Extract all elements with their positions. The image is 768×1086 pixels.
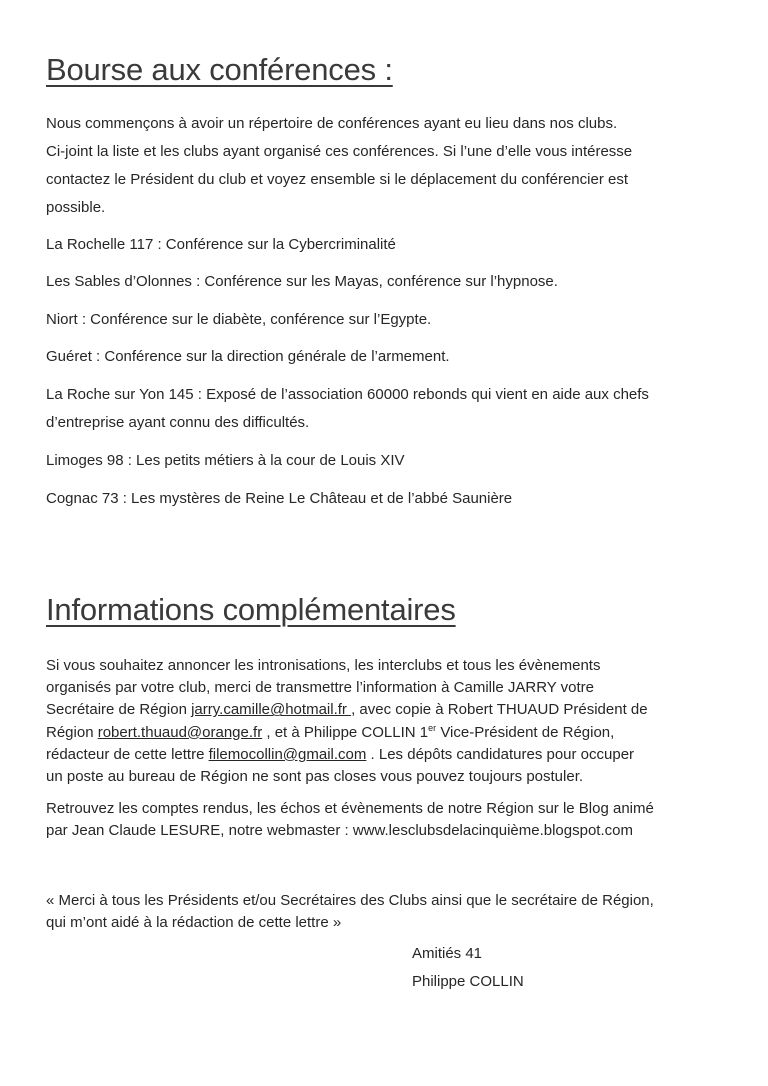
intro-line: Ci-joint la liste et les clubs ayant organisé ces conférences. Si l’une d’elle vous intéresse — [46, 143, 633, 160]
quote-line: qui m’ont aidé à la rédaction de cette lettre » — [46, 914, 342, 932]
blog-paragraph — [46, 798, 736, 842]
section-title-infos: Informations complémentaires — [46, 592, 456, 627]
conference-entry: Cognac 73 : Les mystères de Reine Le Château et de l’abbé Saunière — [46, 490, 513, 507]
conference-entry: Les Sables d’Olonnes : Conférence sur les Mayas, conférence sur l’hypnose. — [46, 273, 558, 290]
infos-line — [46, 744, 736, 766]
signature-name: Philippe COLLIN — [412, 973, 524, 990]
conference-entry-multiline — [46, 381, 736, 437]
bourse-intro-paragraph — [46, 110, 736, 222]
ordinal-superscript: er — [428, 722, 437, 733]
conference-entry: Limoges 98 : Les petits métiers à la cour de Louis XIV — [46, 452, 405, 469]
infos-text: , avec copie à Robert THUAUD Président de — [351, 701, 648, 719]
signature-closing: Amitiés 41 — [412, 945, 483, 962]
conference-entry: La Rochelle 117 : Conférence sur la Cybercriminalité — [46, 236, 396, 253]
conference-entry: Guéret : Conférence sur la direction générale de l’armement. — [46, 348, 450, 365]
thanks-quote — [46, 890, 736, 934]
entry-line: La Roche sur Yon 145 : Exposé de l’association 60000 rebonds qui vient en aide aux chefs — [46, 386, 649, 403]
infos-line — [46, 722, 736, 744]
quote-line: « Merci à tous les Présidents et/ou Secrétaires des Clubs ainsi que le secrétaire de Région, — [46, 892, 654, 909]
conference-entry: Niort : Conférence sur le diabète, conférence sur l’Egypte. — [46, 311, 432, 328]
infos-text: Vice-Président de Région, — [436, 723, 615, 741]
intro-line: possible. — [46, 199, 106, 216]
infos-text: Secrétaire de Région — [46, 701, 192, 719]
intro-line: contactez le Président du club et voyez ensemble si le déplacement du conférencier est — [46, 171, 628, 188]
entry-line: d’entreprise ayant connu des difficultés. — [46, 414, 310, 431]
infos-line: Si vous souhaitez annoncer les intronisations, les interclubs et tous les évènements — [46, 657, 601, 674]
infos-text: . Les dépôts candidatures pour occuper — [366, 745, 635, 763]
blog-line: Retrouvez les comptes rendus, les échos et évènements de notre Région sur le Blog animé — [46, 800, 654, 817]
email-link-thuaud[interactable]: robert.thuaud@orange.fr — [97, 723, 263, 741]
intro-line: Nous commençons à avoir un répertoire de conférences ayant eu lieu dans nos clubs. — [46, 115, 618, 132]
email-link-collin[interactable]: filemocollin@gmail.com — [208, 745, 367, 763]
infos-text: Région — [46, 723, 98, 741]
blog-line: par Jean Claude LESURE, notre webmaster : www.lesclubsdelacinquième.blogspot.com — [46, 822, 633, 840]
section-title-bourse: Bourse aux conférences : — [46, 52, 393, 87]
infos-text: rédacteur de cette lettre — [46, 745, 209, 763]
infos-line — [46, 699, 736, 721]
infos-line: un poste au bureau de Région ne sont pas closes vous pouvez toujours postuler. — [46, 768, 584, 786]
infos-text: , et à Philippe COLLIN 1 — [262, 723, 429, 741]
email-link-jarry[interactable]: jarry.camille@hotmail.fr — [191, 701, 352, 719]
infos-line: organisés par votre club, merci de transmettre l’information à Camille JARRY votre — [46, 679, 594, 697]
infos-paragraph — [46, 655, 736, 788]
